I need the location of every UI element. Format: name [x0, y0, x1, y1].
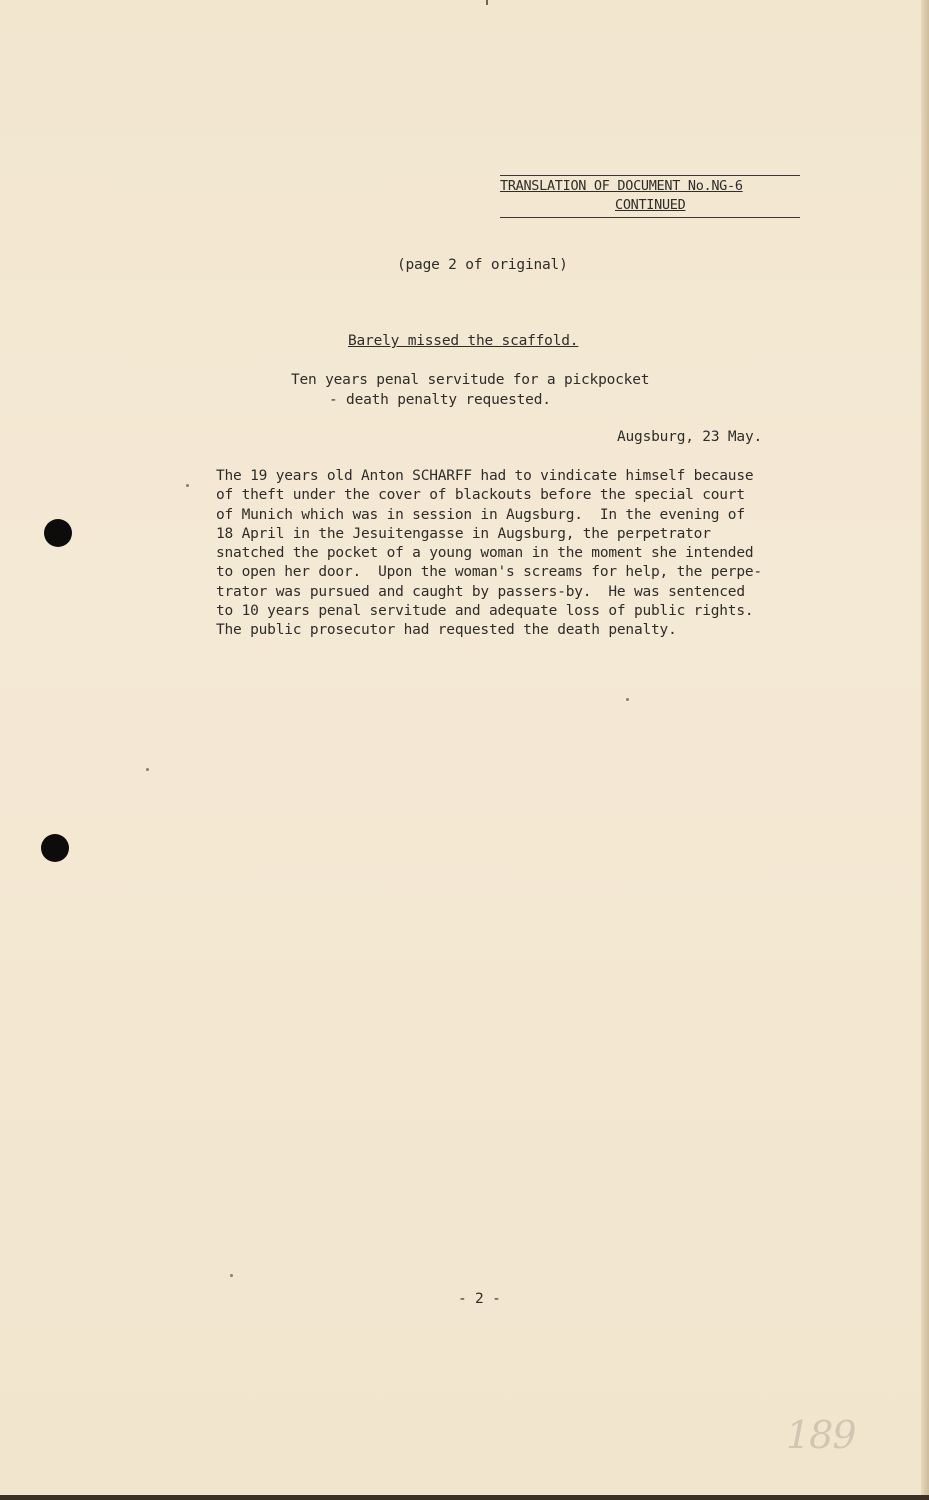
body-line: to 10 years penal servitude and adequate loss of public rights.: [216, 603, 754, 620]
punch-hole-lower: [41, 834, 69, 862]
article-subheadline-1: Ten years penal servitude for a pickpocket: [291, 372, 650, 388]
body-line: The 19 years old Anton SCHARFF had to vindicate himself because: [216, 468, 754, 484]
top-tick-mark: [486, 0, 488, 5]
body-line: snatched the pocket of a young woman in the moment she intended: [216, 545, 754, 562]
page-bottom-edge: [0, 1495, 929, 1500]
page-right-edge: [921, 0, 929, 1500]
header-continued: CONTINUED: [615, 197, 686, 213]
header-continued-line: [500, 196, 800, 218]
handwritten-folio-number: 189: [786, 1413, 856, 1457]
body-line: of theft under the cover of blackouts before the special court: [216, 487, 745, 504]
body-line: to open her door. Upon the woman's screams for help, the perpe-: [216, 564, 762, 581]
paper-speck: [230, 1274, 233, 1277]
article-headline: Barely missed the scaffold.: [348, 333, 579, 349]
article-body: [216, 467, 836, 641]
paper-speck: [186, 484, 189, 487]
article-subheadline-2: - death penalty requested.: [329, 392, 551, 408]
body-line: 18 April in the Jesuitengasse in Augsburg, the perpetrator: [216, 525, 711, 542]
paper-speck: [146, 768, 149, 771]
header-title: TRANSLATION OF DOCUMENT No.NG-6: [500, 178, 743, 194]
paper-speck: [626, 698, 629, 701]
body-line: The public prosecutor had requested the death penalty.: [216, 622, 677, 639]
body-line: trator was pursued and caught by passers-by. He was sentenced: [216, 583, 745, 600]
body-line: of Munich which was in session in Augsburg. In the evening of: [216, 506, 745, 523]
page-number: - 2 -: [458, 1291, 501, 1307]
article-dateline: Augsburg, 23 May.: [617, 429, 763, 445]
translation-header: [500, 175, 800, 218]
header-title-line: [500, 175, 800, 196]
page-reference: (page 2 of original): [397, 257, 568, 273]
punch-hole-upper: [44, 519, 72, 547]
